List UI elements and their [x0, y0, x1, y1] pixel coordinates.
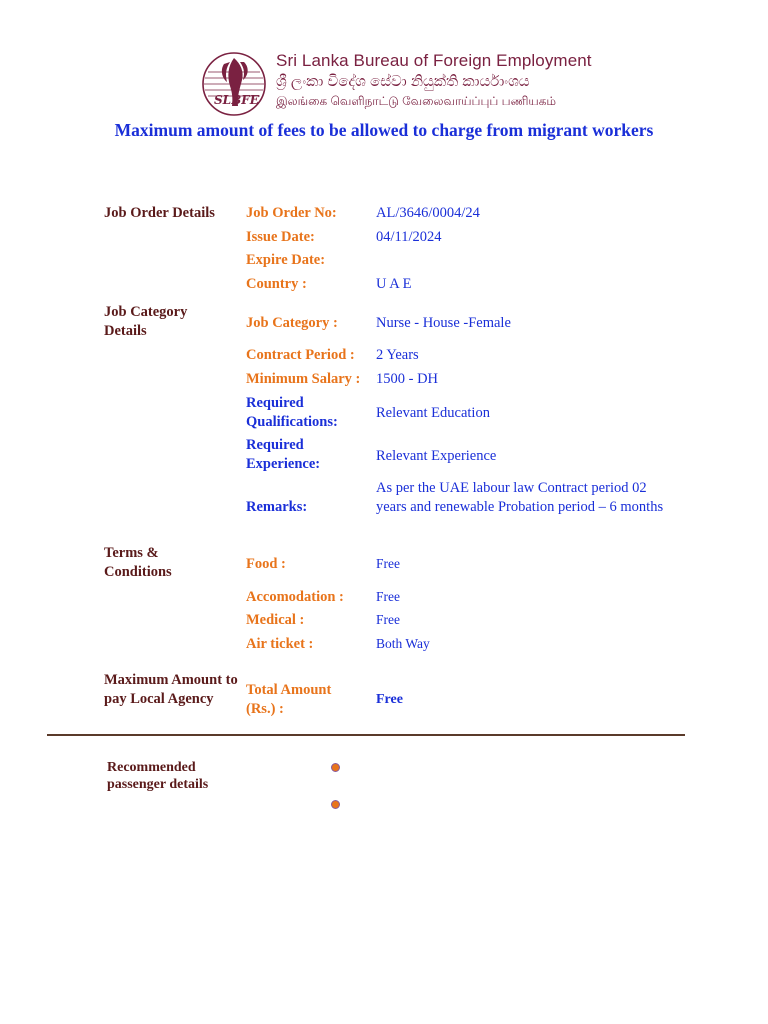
section-terms-conditions: Terms & Conditions: [104, 545, 172, 580]
job-order-no-label: Job Order No:: [246, 205, 337, 221]
bullet-icon: [331, 763, 340, 772]
slbfe-emblem-icon: [200, 50, 270, 118]
total-amount-value: Free: [376, 692, 403, 707]
medical-label: Medical :: [246, 612, 305, 628]
air-ticket-value: Both Way: [376, 636, 430, 651]
qualifications-label: Required Qualifications:: [246, 395, 338, 430]
minimum-salary-label: Minimum Salary :: [246, 371, 361, 387]
section-job-order-details: Job Order Details: [104, 205, 215, 221]
section-job-category-details: Job Category Details: [104, 304, 188, 339]
food-label: Food :: [246, 556, 286, 572]
minimum-salary-value: 1500 - DH: [376, 371, 439, 387]
org-name-tamil: இலங்கை வெளிநாட்டு வேலைவாய்ப்புப் பணியகம்: [276, 94, 557, 108]
job-category-value: Nurse - House -Female: [376, 315, 511, 331]
country-label: Country :: [246, 276, 307, 292]
contract-period-value: 2 Years: [376, 347, 419, 363]
job-order-no-value: AL/3646/0004/24: [376, 205, 480, 221]
logo-monogram: SLBFE: [214, 93, 259, 107]
bullet-icon: [331, 800, 340, 809]
expire-date-label: Expire Date:: [246, 252, 326, 268]
remarks-value: As per the UAE labour law Contract period 02 years and renewable Probation period – 6 months: [376, 480, 664, 515]
medical-value: Free: [376, 612, 400, 627]
slbfe-logo: [200, 50, 270, 118]
accommodation-value: Free: [376, 589, 400, 604]
section-maximum-amount: Maximum Amount to pay Local Agency: [104, 672, 238, 707]
accommodation-label: Accomodation :: [246, 589, 344, 605]
food-value: Free: [376, 556, 400, 571]
air-ticket-label: Air ticket :: [246, 636, 314, 652]
country-value: U A E: [376, 276, 412, 292]
page-title: Maximum amount of fees to be allowed to charge from migrant workers: [114, 120, 654, 140]
remarks-label: Remarks:: [246, 499, 308, 515]
issue-date-label: Issue Date:: [246, 229, 315, 245]
issue-date-value: 04/11/2024: [376, 229, 442, 245]
org-name-english: Sri Lanka Bureau of Foreign Employment: [276, 51, 592, 70]
recommended-passenger-details-title: Recommended passenger details: [107, 760, 209, 792]
experience-value: Relevant Experience: [376, 448, 497, 464]
experience-label: Required Experience:: [246, 437, 321, 472]
total-amount-label: Total Amount (Rs.) :: [246, 682, 332, 717]
section-divider: [47, 734, 685, 736]
job-category-label: Job Category :: [246, 315, 338, 331]
contract-period-label: Contract Period :: [246, 347, 355, 363]
org-name-sinhala: ශ්‍රී ලංකා විදේශ සේවා නියුක්ති කාර්යාංශය: [276, 73, 530, 90]
qualifications-value: Relevant Education: [376, 405, 490, 421]
